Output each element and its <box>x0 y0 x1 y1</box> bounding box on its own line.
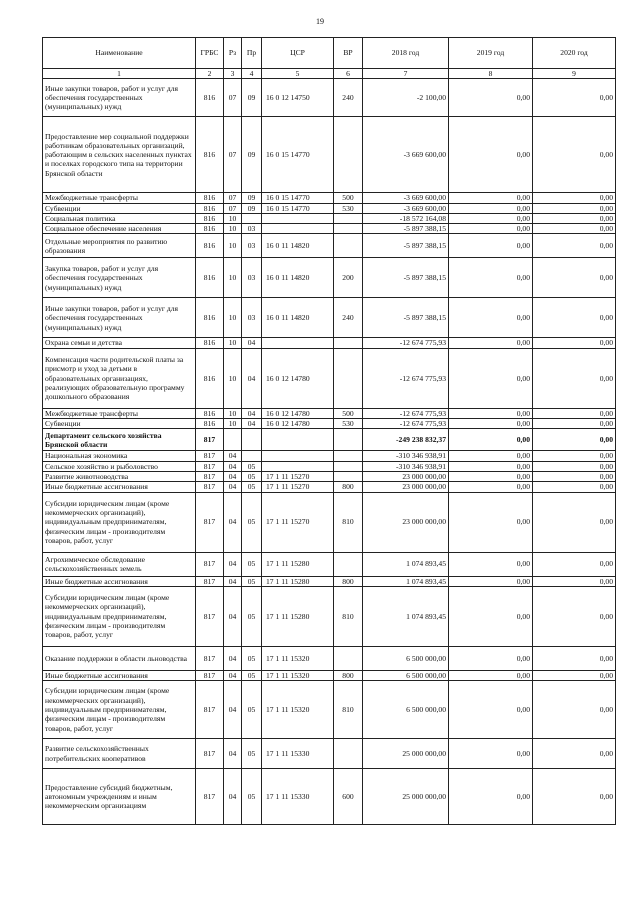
row-vr <box>334 646 363 670</box>
table-row <box>43 408 616 418</box>
row-pr: 05 <box>242 471 262 481</box>
row-value-2019: 0,00 <box>449 224 533 234</box>
row-rz: 10 <box>224 298 242 338</box>
row-grbs: 816 <box>196 419 224 429</box>
column-number: 6 <box>334 69 363 79</box>
table-row <box>43 298 616 338</box>
row-value-2018: 1 074 893,45 <box>363 552 449 576</box>
table-row <box>43 79 616 117</box>
row-vr <box>334 224 363 234</box>
row-value-2020: 0,00 <box>533 117 616 193</box>
row-pr: 05 <box>242 482 262 492</box>
table-row <box>43 193 616 203</box>
row-rz: 04 <box>224 482 242 492</box>
row-value-2019: 0,00 <box>449 348 533 408</box>
row-csr <box>262 429 334 451</box>
row-grbs: 817 <box>196 739 224 769</box>
row-rz: 10 <box>224 258 242 298</box>
row-vr: 530 <box>334 419 363 429</box>
row-value-2019: 0,00 <box>449 429 533 451</box>
row-grbs: 816 <box>196 79 224 117</box>
row-rz <box>224 429 242 451</box>
row-value-2019: 0,00 <box>449 451 533 461</box>
header-vr: ВР <box>334 38 363 69</box>
row-vr <box>334 552 363 576</box>
table-row <box>43 348 616 408</box>
row-grbs: 817 <box>196 586 224 646</box>
row-value-2020: 0,00 <box>533 408 616 418</box>
row-vr: 240 <box>334 79 363 117</box>
row-rz: 10 <box>224 408 242 418</box>
row-value-2020: 0,00 <box>533 739 616 769</box>
row-value-2019: 0,00 <box>449 482 533 492</box>
row-csr: 17 1 11 15270 <box>262 482 334 492</box>
header-row <box>43 38 616 69</box>
row-name: Агрохимическое обследование сельскохозяйственных земель <box>43 552 196 576</box>
table-row <box>43 471 616 481</box>
budget-table <box>42 37 616 825</box>
row-grbs: 816 <box>196 234 224 258</box>
table-row <box>43 419 616 429</box>
row-value-2019: 0,00 <box>449 117 533 193</box>
column-number: 3 <box>224 69 242 79</box>
row-csr: 16 0 11 14820 <box>262 258 334 298</box>
row-value-2018: 23 000 000,00 <box>363 482 449 492</box>
header-name: Наименование <box>43 38 196 69</box>
column-number: 5 <box>262 69 334 79</box>
row-vr <box>334 234 363 258</box>
row-pr: 05 <box>242 461 262 471</box>
row-value-2018: -12 674 775,93 <box>363 348 449 408</box>
row-value-2020: 0,00 <box>533 338 616 348</box>
row-pr: 05 <box>242 681 262 739</box>
row-csr: 17 1 11 15320 <box>262 670 334 680</box>
table-row <box>43 492 616 552</box>
row-pr: 05 <box>242 769 262 825</box>
row-pr: 09 <box>242 193 262 203</box>
row-csr: 17 1 11 15270 <box>262 471 334 481</box>
row-rz: 04 <box>224 461 242 471</box>
row-grbs: 816 <box>196 193 224 203</box>
table-row <box>43 429 616 451</box>
table-row <box>43 646 616 670</box>
row-csr: 16 0 11 14820 <box>262 298 334 338</box>
row-value-2020: 0,00 <box>533 419 616 429</box>
row-value-2018: -2 100,00 <box>363 79 449 117</box>
row-pr: 05 <box>242 586 262 646</box>
row-name: Предоставление субсидий бюджетным, автономным учреждениям и иным некоммерческим организациям <box>43 769 196 825</box>
row-rz: 07 <box>224 79 242 117</box>
row-value-2018: -12 674 775,93 <box>363 408 449 418</box>
row-name: Иные бюджетные ассигнования <box>43 670 196 680</box>
row-grbs: 816 <box>196 348 224 408</box>
row-vr <box>334 338 363 348</box>
row-value-2020: 0,00 <box>533 586 616 646</box>
row-name: Охрана семьи и детства <box>43 338 196 348</box>
header-2019: 2019 год <box>449 38 533 69</box>
row-vr: 500 <box>334 193 363 203</box>
row-pr: 05 <box>242 739 262 769</box>
row-rz: 04 <box>224 670 242 680</box>
row-rz: 04 <box>224 451 242 461</box>
row-value-2020: 0,00 <box>533 492 616 552</box>
row-name: Закупка товаров, работ и услуг для обеспечения государственных (муниципальных) нужд <box>43 258 196 298</box>
row-grbs: 817 <box>196 552 224 576</box>
row-value-2019: 0,00 <box>449 552 533 576</box>
row-vr <box>334 429 363 451</box>
row-name: Социальное обеспечение населения <box>43 224 196 234</box>
row-rz: 04 <box>224 681 242 739</box>
row-csr: 16 0 15 14770 <box>262 203 334 213</box>
table-row <box>43 258 616 298</box>
row-name: Субвенции <box>43 203 196 213</box>
row-value-2020: 0,00 <box>533 482 616 492</box>
row-name: Иные бюджетные ассигнования <box>43 576 196 586</box>
table-row <box>43 451 616 461</box>
row-value-2019: 0,00 <box>449 79 533 117</box>
row-rz: 04 <box>224 576 242 586</box>
row-grbs: 816 <box>196 224 224 234</box>
row-name: Предоставление мер социальной поддержки работникам образовательных организаций, работающим в сельских населенных пунктах и поселках городского типа на территории Брянской области <box>43 117 196 193</box>
column-number: 2 <box>196 69 224 79</box>
row-rz: 07 <box>224 203 242 213</box>
row-value-2020: 0,00 <box>533 348 616 408</box>
row-pr: 04 <box>242 408 262 418</box>
row-value-2020: 0,00 <box>533 576 616 586</box>
row-name: Развитие сельскохозяйственных потребительских кооперативов <box>43 739 196 769</box>
row-vr <box>334 348 363 408</box>
row-value-2019: 0,00 <box>449 492 533 552</box>
row-value-2020: 0,00 <box>533 79 616 117</box>
row-pr: 04 <box>242 338 262 348</box>
row-value-2018: -5 897 388,15 <box>363 258 449 298</box>
row-name: Иные бюджетные ассигнования <box>43 482 196 492</box>
row-value-2018: 25 000 000,00 <box>363 769 449 825</box>
header-csr: ЦСР <box>262 38 334 69</box>
row-grbs: 816 <box>196 258 224 298</box>
row-csr <box>262 213 334 223</box>
row-csr: 17 1 11 15280 <box>262 576 334 586</box>
row-grbs: 817 <box>196 451 224 461</box>
row-vr: 530 <box>334 203 363 213</box>
row-rz: 04 <box>224 471 242 481</box>
row-grbs: 817 <box>196 429 224 451</box>
row-value-2019: 0,00 <box>449 471 533 481</box>
header-rz: Рз <box>224 38 242 69</box>
row-pr: 05 <box>242 492 262 552</box>
row-value-2020: 0,00 <box>533 258 616 298</box>
row-value-2019: 0,00 <box>449 408 533 418</box>
row-pr: 03 <box>242 258 262 298</box>
row-value-2018: -5 897 388,15 <box>363 224 449 234</box>
table-row <box>43 224 616 234</box>
row-name: Департамент сельского хозяйства Брянской области <box>43 429 196 451</box>
column-number: 7 <box>363 69 449 79</box>
row-value-2020: 0,00 <box>533 552 616 576</box>
row-name: Иные закупки товаров, работ и услуг для обеспечения государственных (муниципальных) нужд <box>43 79 196 117</box>
row-value-2018: -3 669 600,00 <box>363 193 449 203</box>
row-value-2020: 0,00 <box>533 670 616 680</box>
row-rz: 04 <box>224 552 242 576</box>
row-csr: 17 1 11 15270 <box>262 492 334 552</box>
row-value-2019: 0,00 <box>449 461 533 471</box>
row-name: Межбюджетные трансферты <box>43 193 196 203</box>
row-grbs: 816 <box>196 117 224 193</box>
row-value-2018: 25 000 000,00 <box>363 739 449 769</box>
row-rz: 07 <box>224 193 242 203</box>
row-name: Субсидии юридическим лицам (кроме некоммерческих организаций), индивидуальным предпринимателям, физическим лицам - производителям товаров, работ, услуг <box>43 681 196 739</box>
row-grbs: 817 <box>196 681 224 739</box>
row-value-2018: -18 572 164,08 <box>363 213 449 223</box>
row-rz: 04 <box>224 586 242 646</box>
row-grbs: 817 <box>196 482 224 492</box>
row-csr: 16 0 12 14780 <box>262 408 334 418</box>
row-name: Сельское хозяйство и рыболовство <box>43 461 196 471</box>
table-row <box>43 576 616 586</box>
row-pr <box>242 429 262 451</box>
row-pr: 04 <box>242 348 262 408</box>
row-csr: 17 1 11 15280 <box>262 552 334 576</box>
row-csr: 16 0 12 14750 <box>262 79 334 117</box>
row-value-2019: 0,00 <box>449 576 533 586</box>
table-row <box>43 461 616 471</box>
table-row <box>43 586 616 646</box>
row-name: Развитие животноводства <box>43 471 196 481</box>
row-csr <box>262 451 334 461</box>
row-rz: 10 <box>224 234 242 258</box>
row-grbs: 817 <box>196 492 224 552</box>
row-value-2018: -12 674 775,93 <box>363 419 449 429</box>
row-vr <box>334 117 363 193</box>
row-value-2018: 6 500 000,00 <box>363 681 449 739</box>
row-value-2018: -3 669 600,00 <box>363 203 449 213</box>
column-number: 8 <box>449 69 533 79</box>
row-csr: 16 0 11 14820 <box>262 234 334 258</box>
row-rz: 04 <box>224 769 242 825</box>
row-value-2020: 0,00 <box>533 193 616 203</box>
column-number-row <box>43 69 616 79</box>
column-number: 9 <box>533 69 616 79</box>
row-value-2018: -12 674 775,93 <box>363 338 449 348</box>
row-vr <box>334 471 363 481</box>
row-value-2020: 0,00 <box>533 471 616 481</box>
page-number: 19 <box>316 17 324 26</box>
row-csr <box>262 338 334 348</box>
row-grbs: 817 <box>196 670 224 680</box>
column-number: 4 <box>242 69 262 79</box>
row-value-2019: 0,00 <box>449 739 533 769</box>
row-value-2020: 0,00 <box>533 224 616 234</box>
row-vr <box>334 451 363 461</box>
row-csr: 17 1 11 15320 <box>262 646 334 670</box>
row-vr: 800 <box>334 670 363 680</box>
row-rz: 04 <box>224 492 242 552</box>
row-rz: 10 <box>224 419 242 429</box>
table-row <box>43 552 616 576</box>
row-value-2018: 6 500 000,00 <box>363 670 449 680</box>
row-value-2019: 0,00 <box>449 203 533 213</box>
table-row <box>43 213 616 223</box>
row-value-2020: 0,00 <box>533 461 616 471</box>
row-pr: 04 <box>242 419 262 429</box>
table-row <box>43 670 616 680</box>
row-csr: 16 0 12 14780 <box>262 348 334 408</box>
row-name: Межбюджетные трансферты <box>43 408 196 418</box>
row-csr: 17 1 11 15330 <box>262 769 334 825</box>
row-pr: 03 <box>242 298 262 338</box>
row-csr: 16 0 12 14780 <box>262 419 334 429</box>
row-name: Отдельные мероприятия по развитию образования <box>43 234 196 258</box>
row-name: Субсидии юридическим лицам (кроме некоммерческих организаций), индивидуальным предпринимателям, физическим лицам - производителям товаров, работ, услуг <box>43 586 196 646</box>
row-value-2019: 0,00 <box>449 646 533 670</box>
row-value-2018: -310 346 938,91 <box>363 451 449 461</box>
header-grbs: ГРБС <box>196 38 224 69</box>
row-vr: 810 <box>334 586 363 646</box>
row-vr <box>334 739 363 769</box>
row-value-2019: 0,00 <box>449 670 533 680</box>
row-value-2019: 0,00 <box>449 586 533 646</box>
row-value-2020: 0,00 <box>533 451 616 461</box>
row-grbs: 817 <box>196 471 224 481</box>
row-pr: 05 <box>242 576 262 586</box>
row-vr: 200 <box>334 258 363 298</box>
row-vr <box>334 213 363 223</box>
row-rz: 07 <box>224 117 242 193</box>
row-csr <box>262 461 334 471</box>
row-value-2019: 0,00 <box>449 213 533 223</box>
header-2018: 2018 год <box>363 38 449 69</box>
table-row <box>43 117 616 193</box>
row-pr: 05 <box>242 670 262 680</box>
row-grbs: 816 <box>196 298 224 338</box>
row-value-2020: 0,00 <box>533 213 616 223</box>
table-body <box>43 79 616 825</box>
column-number: 1 <box>43 69 196 79</box>
row-vr: 800 <box>334 482 363 492</box>
row-rz: 04 <box>224 646 242 670</box>
row-pr: 03 <box>242 234 262 258</box>
table-row <box>43 203 616 213</box>
row-value-2018: 1 074 893,45 <box>363 576 449 586</box>
row-pr: 09 <box>242 117 262 193</box>
row-name: Национальная экономика <box>43 451 196 461</box>
row-value-2018: -5 897 388,15 <box>363 234 449 258</box>
row-grbs: 817 <box>196 769 224 825</box>
row-vr: 500 <box>334 408 363 418</box>
row-value-2019: 0,00 <box>449 681 533 739</box>
row-rz: 04 <box>224 739 242 769</box>
row-pr <box>242 451 262 461</box>
row-pr: 09 <box>242 203 262 213</box>
header-pr: Пр <box>242 38 262 69</box>
table-row <box>43 681 616 739</box>
header-2020: 2020 год <box>533 38 616 69</box>
row-name: Субвенции <box>43 419 196 429</box>
row-csr: 16 0 15 14770 <box>262 193 334 203</box>
row-name: Компенсация части родительской платы за присмотр и уход за детьми в образовательных организациях, реализующих образовательную программу дошкольного образования <box>43 348 196 408</box>
row-pr: 05 <box>242 646 262 670</box>
row-grbs: 817 <box>196 646 224 670</box>
row-vr: 810 <box>334 492 363 552</box>
row-pr: 09 <box>242 79 262 117</box>
row-rz: 10 <box>224 338 242 348</box>
row-name: Субсидии юридическим лицам (кроме некоммерческих организаций), индивидуальным предпринимателям, физическим лицам - производителям товаров, работ, услуг <box>43 492 196 552</box>
table-row <box>43 234 616 258</box>
row-value-2019: 0,00 <box>449 769 533 825</box>
row-value-2018: -5 897 388,15 <box>363 298 449 338</box>
table-row <box>43 338 616 348</box>
row-rz: 10 <box>224 348 242 408</box>
row-csr: 17 1 11 15280 <box>262 586 334 646</box>
row-value-2018: 23 000 000,00 <box>363 492 449 552</box>
row-value-2019: 0,00 <box>449 234 533 258</box>
row-name: Иные закупки товаров, работ и услуг для обеспечения государственных (муниципальных) нужд <box>43 298 196 338</box>
row-csr: 17 1 11 15320 <box>262 681 334 739</box>
row-value-2018: 6 500 000,00 <box>363 646 449 670</box>
row-csr: 16 0 15 14770 <box>262 117 334 193</box>
row-value-2020: 0,00 <box>533 234 616 258</box>
row-vr <box>334 461 363 471</box>
row-value-2019: 0,00 <box>449 338 533 348</box>
row-rz: 10 <box>224 224 242 234</box>
row-vr: 810 <box>334 681 363 739</box>
row-value-2018: 1 074 893,45 <box>363 586 449 646</box>
row-grbs: 816 <box>196 203 224 213</box>
row-value-2020: 0,00 <box>533 769 616 825</box>
table-row <box>43 739 616 769</box>
row-name: Социальная политика <box>43 213 196 223</box>
row-value-2018: -310 346 938,91 <box>363 461 449 471</box>
row-grbs: 817 <box>196 461 224 471</box>
row-grbs: 817 <box>196 576 224 586</box>
row-value-2019: 0,00 <box>449 298 533 338</box>
row-grbs: 816 <box>196 408 224 418</box>
row-csr <box>262 224 334 234</box>
row-value-2019: 0,00 <box>449 419 533 429</box>
row-vr: 240 <box>334 298 363 338</box>
row-csr: 17 1 11 15330 <box>262 739 334 769</box>
row-value-2020: 0,00 <box>533 681 616 739</box>
row-pr: 05 <box>242 552 262 576</box>
row-vr: 600 <box>334 769 363 825</box>
row-value-2020: 0,00 <box>533 429 616 451</box>
row-value-2018: -3 669 600,00 <box>363 117 449 193</box>
row-value-2018: 23 000 000,00 <box>363 471 449 481</box>
table-row <box>43 769 616 825</box>
row-value-2020: 0,00 <box>533 646 616 670</box>
row-grbs: 816 <box>196 213 224 223</box>
row-vr: 800 <box>334 576 363 586</box>
row-pr: 03 <box>242 224 262 234</box>
row-value-2019: 0,00 <box>449 258 533 298</box>
table-row <box>43 482 616 492</box>
row-rz: 10 <box>224 213 242 223</box>
row-pr <box>242 213 262 223</box>
row-value-2019: 0,00 <box>449 193 533 203</box>
row-value-2018: -249 238 832,37 <box>363 429 449 451</box>
row-value-2020: 0,00 <box>533 203 616 213</box>
row-value-2020: 0,00 <box>533 298 616 338</box>
row-grbs: 816 <box>196 338 224 348</box>
row-name: Оказание поддержки в области льноводства <box>43 646 196 670</box>
